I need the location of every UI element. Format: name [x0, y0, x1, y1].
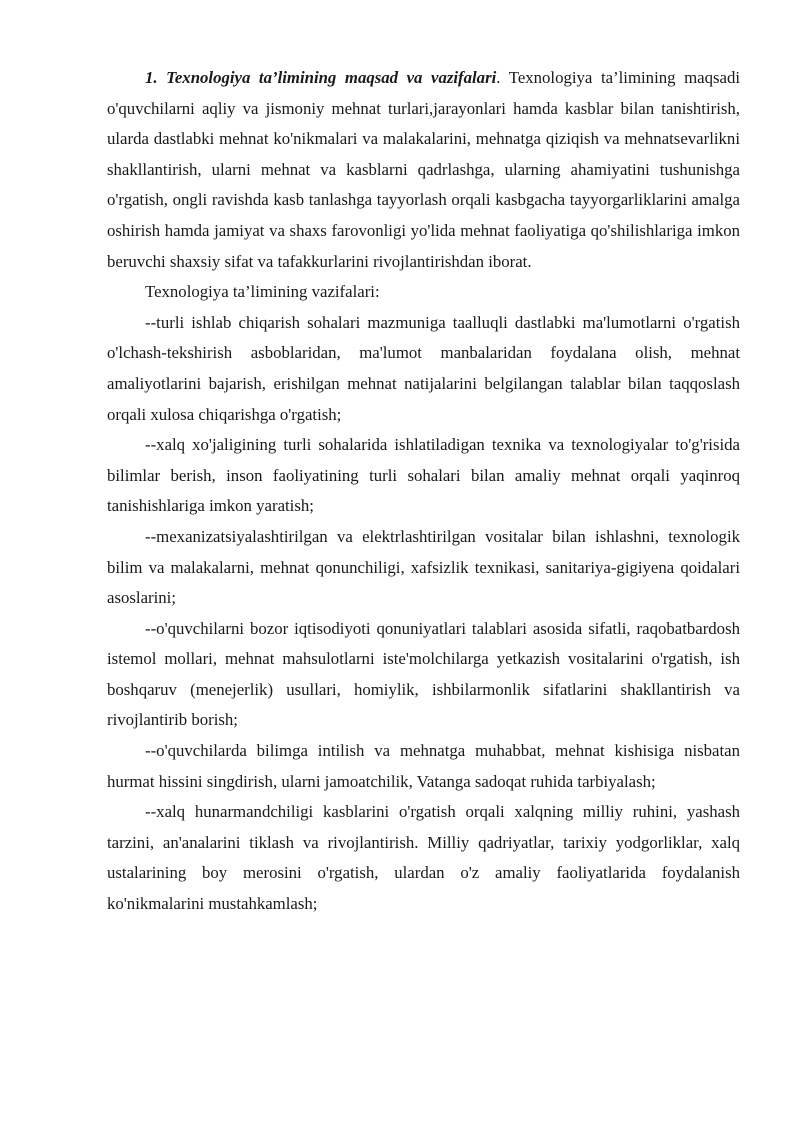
heading-period: . [496, 68, 501, 87]
task-paragraph: --o'quvchilarda bilimga intilish va mehnatga muhabbat, mehnat kishisiga nisbatan hurmat hissini singdirish, ularni jamoatchilik, Vatanga sadoqat ruhida tarbiyalash; [107, 741, 740, 791]
tasks-title: Texnologiya ta’limining vazifalari: [145, 282, 380, 302]
intro-text: Texnologiya ta’limining maqsadi o'quvchilarni aqliy va jismoniy mehnat turlari,jarayonlari hamda kasblar bilan tanishtirish, ularda dastlabki mehnat ko'nikmalari va malakalarini, mehnatga qiziqish va mehnatsevarlikni shakllantirish, ularni mehnat va kasblarni qadrlashga, ularning ahamiyatini tushunishga o'rgatish, ongli ravishda kasb tanlashga tayyorlash orqali kasbgacha tayyorgarliklarini amalga oshirish hamda jamiyat va shaxs farovonligi yo'lida mehnat faoliyatiga qo'shilishlariga imkon beruvchi shaxsiy sifat va tafakkurlarini rivojlantirishdan iborat. [107, 68, 740, 271]
intro-paragraph [107, 63, 740, 277]
document-page [107, 63, 740, 920]
task-paragraph: --xalq hunarmandchiligi kasblarini o'rgatish orqali xalqning milliy ruhini, yashash tarzini, an'analarini tiklash va rivojlantirish. Milliy qadriyatlar, tarixiy yodgorliklar, xalq ustalarining boy merosini o'rgatish, ulardan o'z amaliy faoliyatlarida foydalanish ko'nikmalarini mustahkamlash; [107, 802, 740, 914]
task-paragraph: --mexanizatsiyalashtirilgan va elektrlashtirilgan vositalar bilan ishlashni, texnologik bilim va malakalarni, mehnat qonunchiligi, xafsizlik texnikasi, sanitariya-gigiyena qoidalari asoslarini; [107, 526, 740, 608]
section-heading: 1. Texnologiya ta’limining maqsad va vazifalari [145, 68, 497, 87]
task-paragraph: --turli ishlab chiqarish sohalari mazmuniga taalluqli dastlabki ma'lumotlarni o'rgatish o'lchash-tekshirish asboblaridan, ma'lumot manbalaridan foydalana olish, mehnat amaliyotlarini bajarish, erishilgan mehnat natijalarini belgilangan talablar bilan taqqoslash orqali xulosa chiqarishga o'rgatish; [107, 312, 740, 424]
task-paragraph: --xalq xo'jaligining turli sohalarida ishlatiladigan texnika va texnologiyalar to'g'risida bilimlar berish, inson faoliyatining turli sohalari bilan amaliy mehnat orqali yaqinroq tanishishlariga imkon yaratish; [107, 435, 740, 516]
task-paragraph: --o'quvchilarni bozor iqtisodiyoti qonuniyatlari talablari asosida sifatli, raqobatbardosh istemol mollari, mehnat mahsulotlarni iste'molchilarga yetkazish vositalarini o'rgatish, ish boshqaruv (menejerlik) usullari, homiylik, ishbilarmonlik sifatlarini shakllantirish va rivojlantirib borish; [107, 618, 740, 730]
